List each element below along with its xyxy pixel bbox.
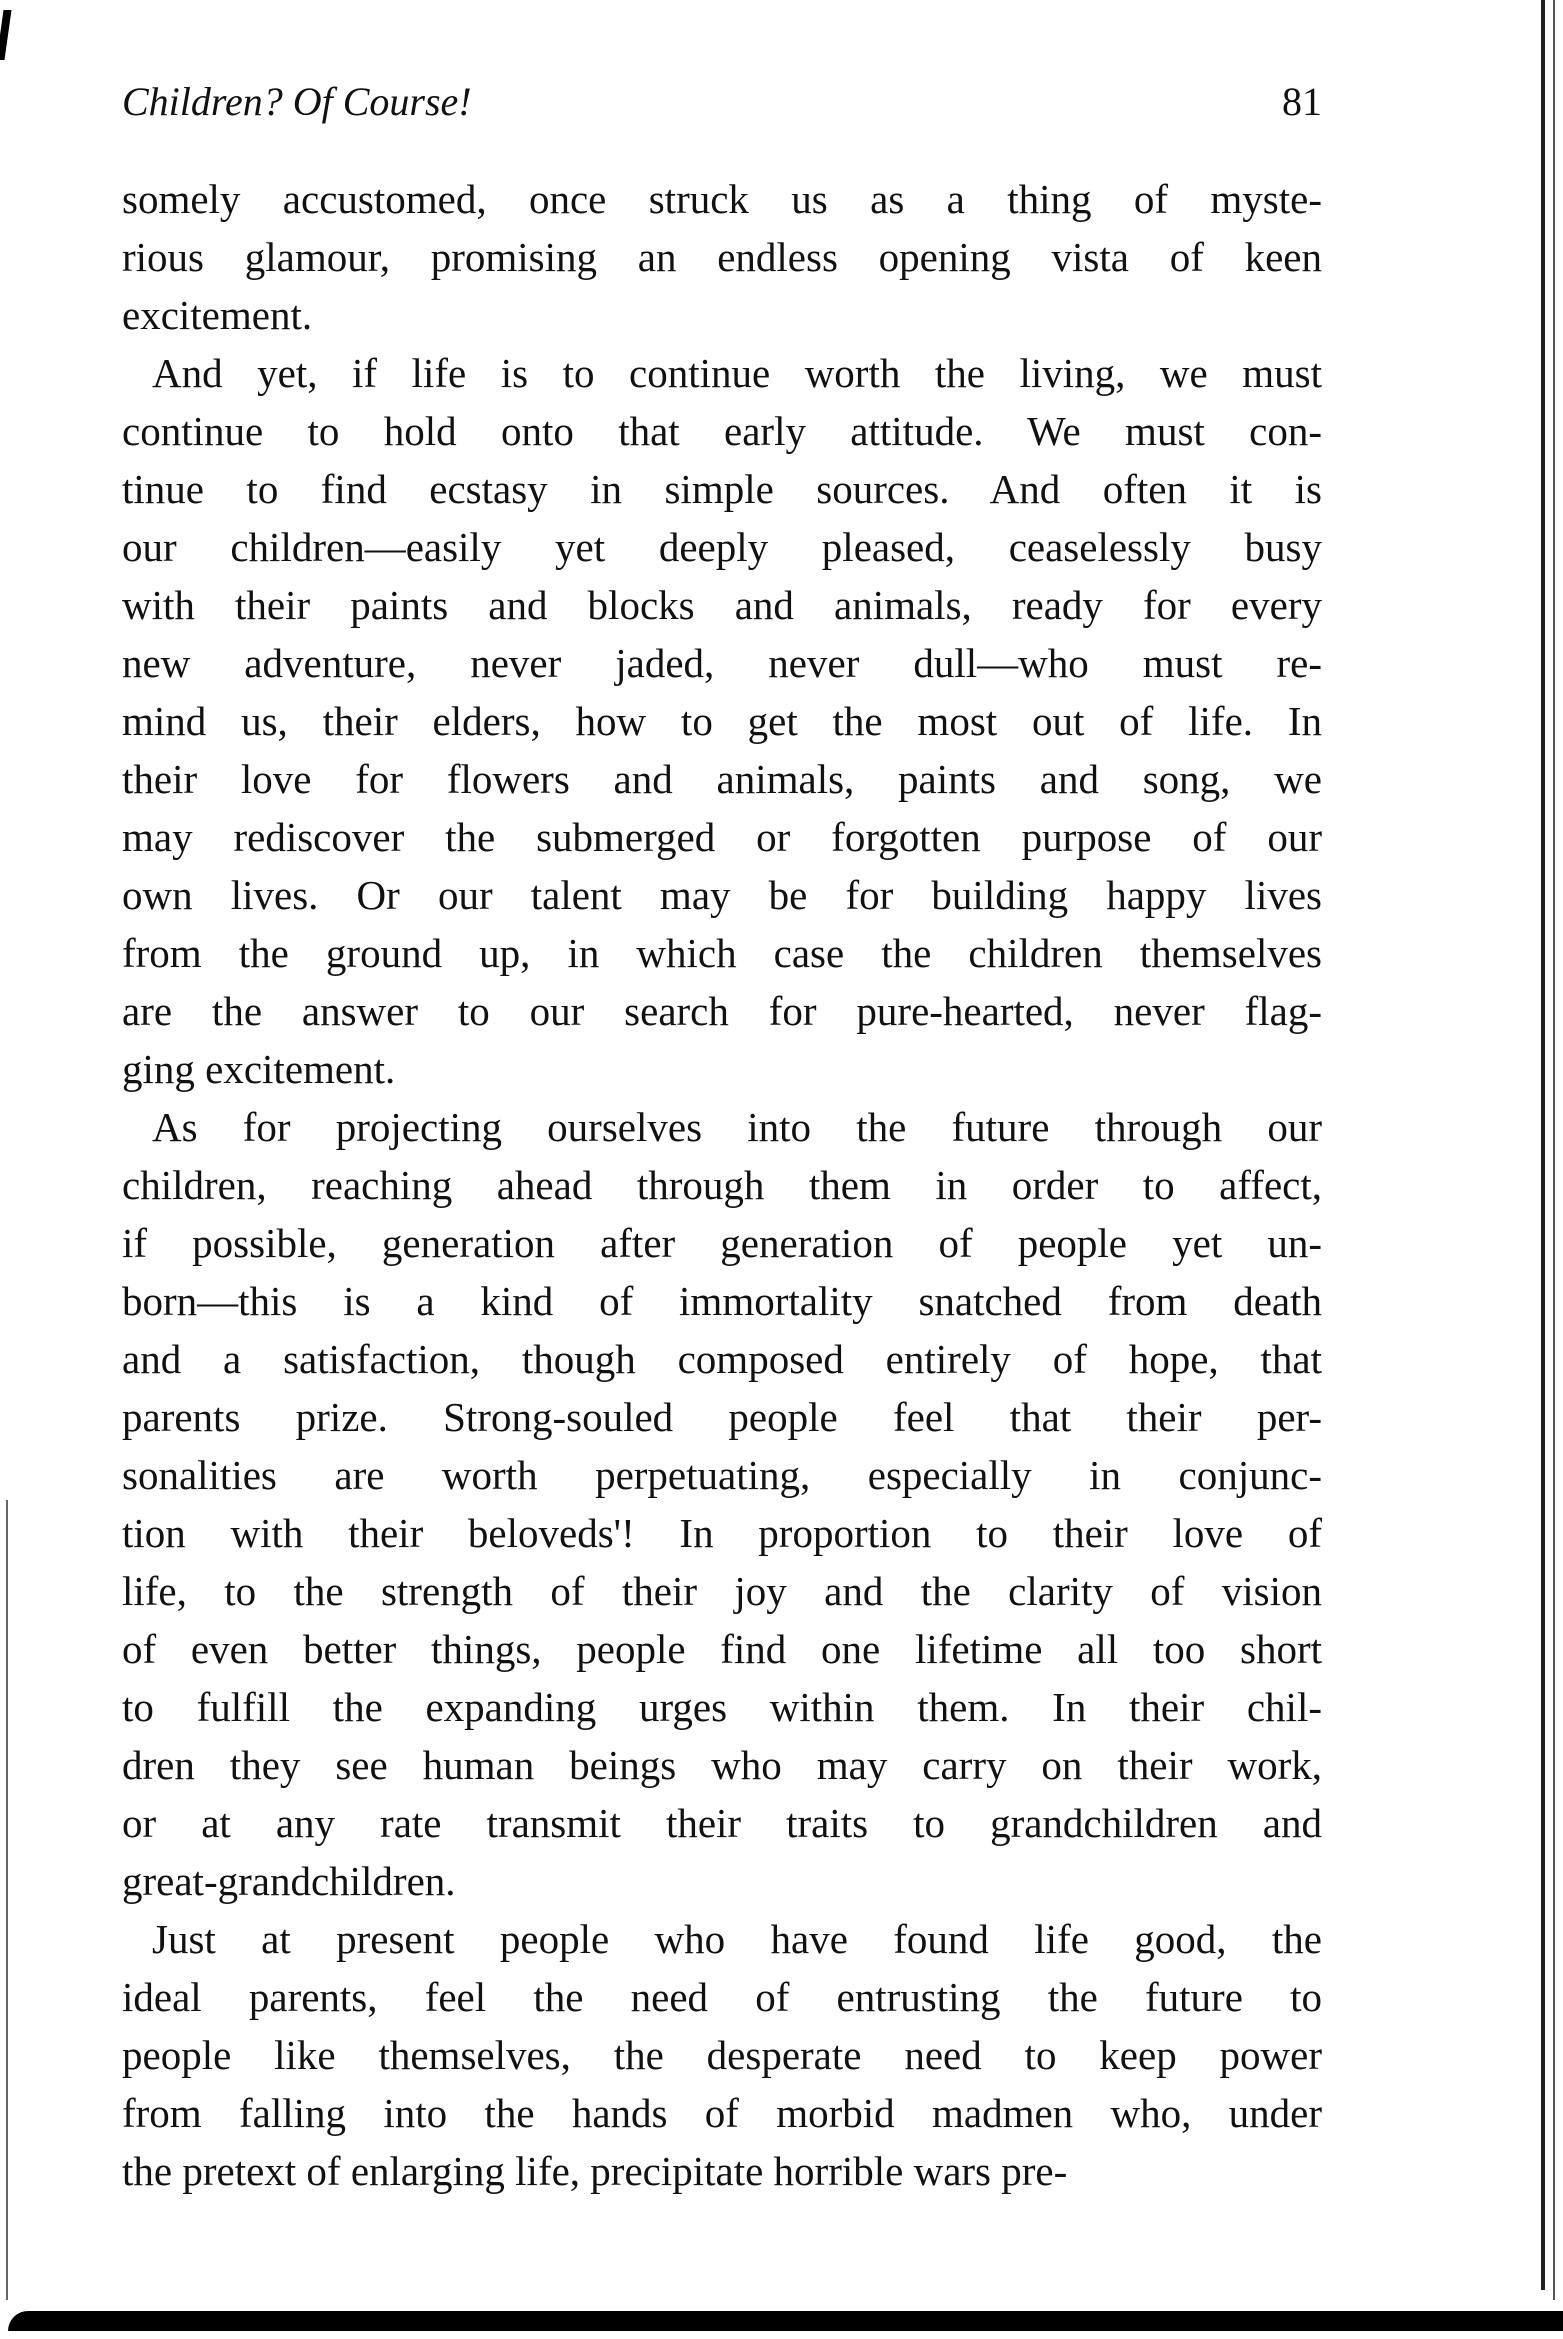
text-line: sonalities are worth perpetuating, especially in conjunc- [122, 1452, 1322, 1498]
text-line: Just at present people who have found life good, the [152, 1916, 1322, 1962]
text-line: tinue to find ecstasy in simple sources. And often it is [122, 466, 1322, 512]
paragraph [122, 170, 1322, 344]
text-line: ideal parents, feel the need of entrusting the future to [122, 1974, 1322, 2020]
text-line: tion with their beloveds'! In proportion to their love of [122, 1510, 1322, 1556]
text-line: life, to the strength of their joy and the clarity of vision [122, 1568, 1322, 1614]
text-line: our children—easily yet deeply pleased, ceaselessly busy [122, 524, 1322, 570]
page-edge-shadow [1541, 0, 1545, 2290]
page-edge-shadow [8, 2311, 1563, 2331]
page-edge-shadow [6, 1500, 8, 2300]
page-edge-shadow [0, 10, 12, 60]
page-edge-shadow [1553, 0, 1555, 2300]
text-line: their love for flowers and animals, paints and song, we [122, 756, 1322, 802]
text-line: And yet, if life is to continue worth the living, we must [152, 350, 1322, 396]
text-line: children, reaching ahead through them in order to affect, [122, 1162, 1322, 1208]
running-header [122, 72, 1322, 132]
text-line: great-grandchildren. [122, 1858, 456, 1904]
text-line: of even better things, people find one lifetime all too short [122, 1626, 1322, 1672]
text-line: people like themselves, the desperate need to keep power [122, 2032, 1322, 2078]
paragraph [122, 1910, 1322, 2200]
text-line: may rediscover the submerged or forgotten purpose of our [122, 814, 1322, 860]
text-line: own lives. Or our talent may be for building happy lives [122, 872, 1322, 918]
running-title: Children? Of Course! [122, 79, 472, 124]
text-line: from falling into the hands of morbid madmen who, under [122, 2090, 1322, 2136]
paragraph [122, 1098, 1322, 1910]
page-number: 81 [1282, 79, 1322, 124]
text-line: As for projecting ourselves into the future through our [152, 1104, 1322, 1150]
text-line: ging excitement. [122, 1046, 396, 1092]
text-line: with their paints and blocks and animals, ready for every [122, 582, 1322, 628]
text-line: parents prize. Strong-souled people feel that their per- [122, 1394, 1322, 1440]
text-line: rious glamour, promising an endless opening vista of keen [122, 234, 1322, 280]
paragraph [122, 344, 1322, 1098]
text-line: from the ground up, in which case the children themselves [122, 930, 1322, 976]
text-line: born—this is a kind of immortality snatched from death [122, 1278, 1322, 1324]
text-line: the pretext of enlarging life, precipitate horrible wars pre- [122, 2148, 1068, 2194]
text-line: somely accustomed, once struck us as a thing of myste- [122, 176, 1322, 222]
text-line: to fulfill the expanding urges within them. In their chil- [122, 1684, 1322, 1730]
text-line: dren they see human beings who may carry on their work, [122, 1742, 1322, 1788]
text-line: if possible, generation after generation of people yet un- [122, 1220, 1322, 1266]
body-text [122, 170, 1322, 2200]
text-line: continue to hold onto that early attitude. We must con- [122, 408, 1322, 454]
text-line: and a satisfaction, though composed entirely of hope, that [122, 1336, 1322, 1382]
text-line: are the answer to our search for pure-hearted, never flag- [122, 988, 1322, 1034]
text-line: new adventure, never jaded, never dull—who must re- [122, 640, 1322, 686]
text-line: mind us, their elders, how to get the most out of life. In [122, 698, 1322, 744]
text-line: or at any rate transmit their traits to grandchildren and [122, 1800, 1322, 1846]
text-line: excitement. [122, 292, 313, 338]
